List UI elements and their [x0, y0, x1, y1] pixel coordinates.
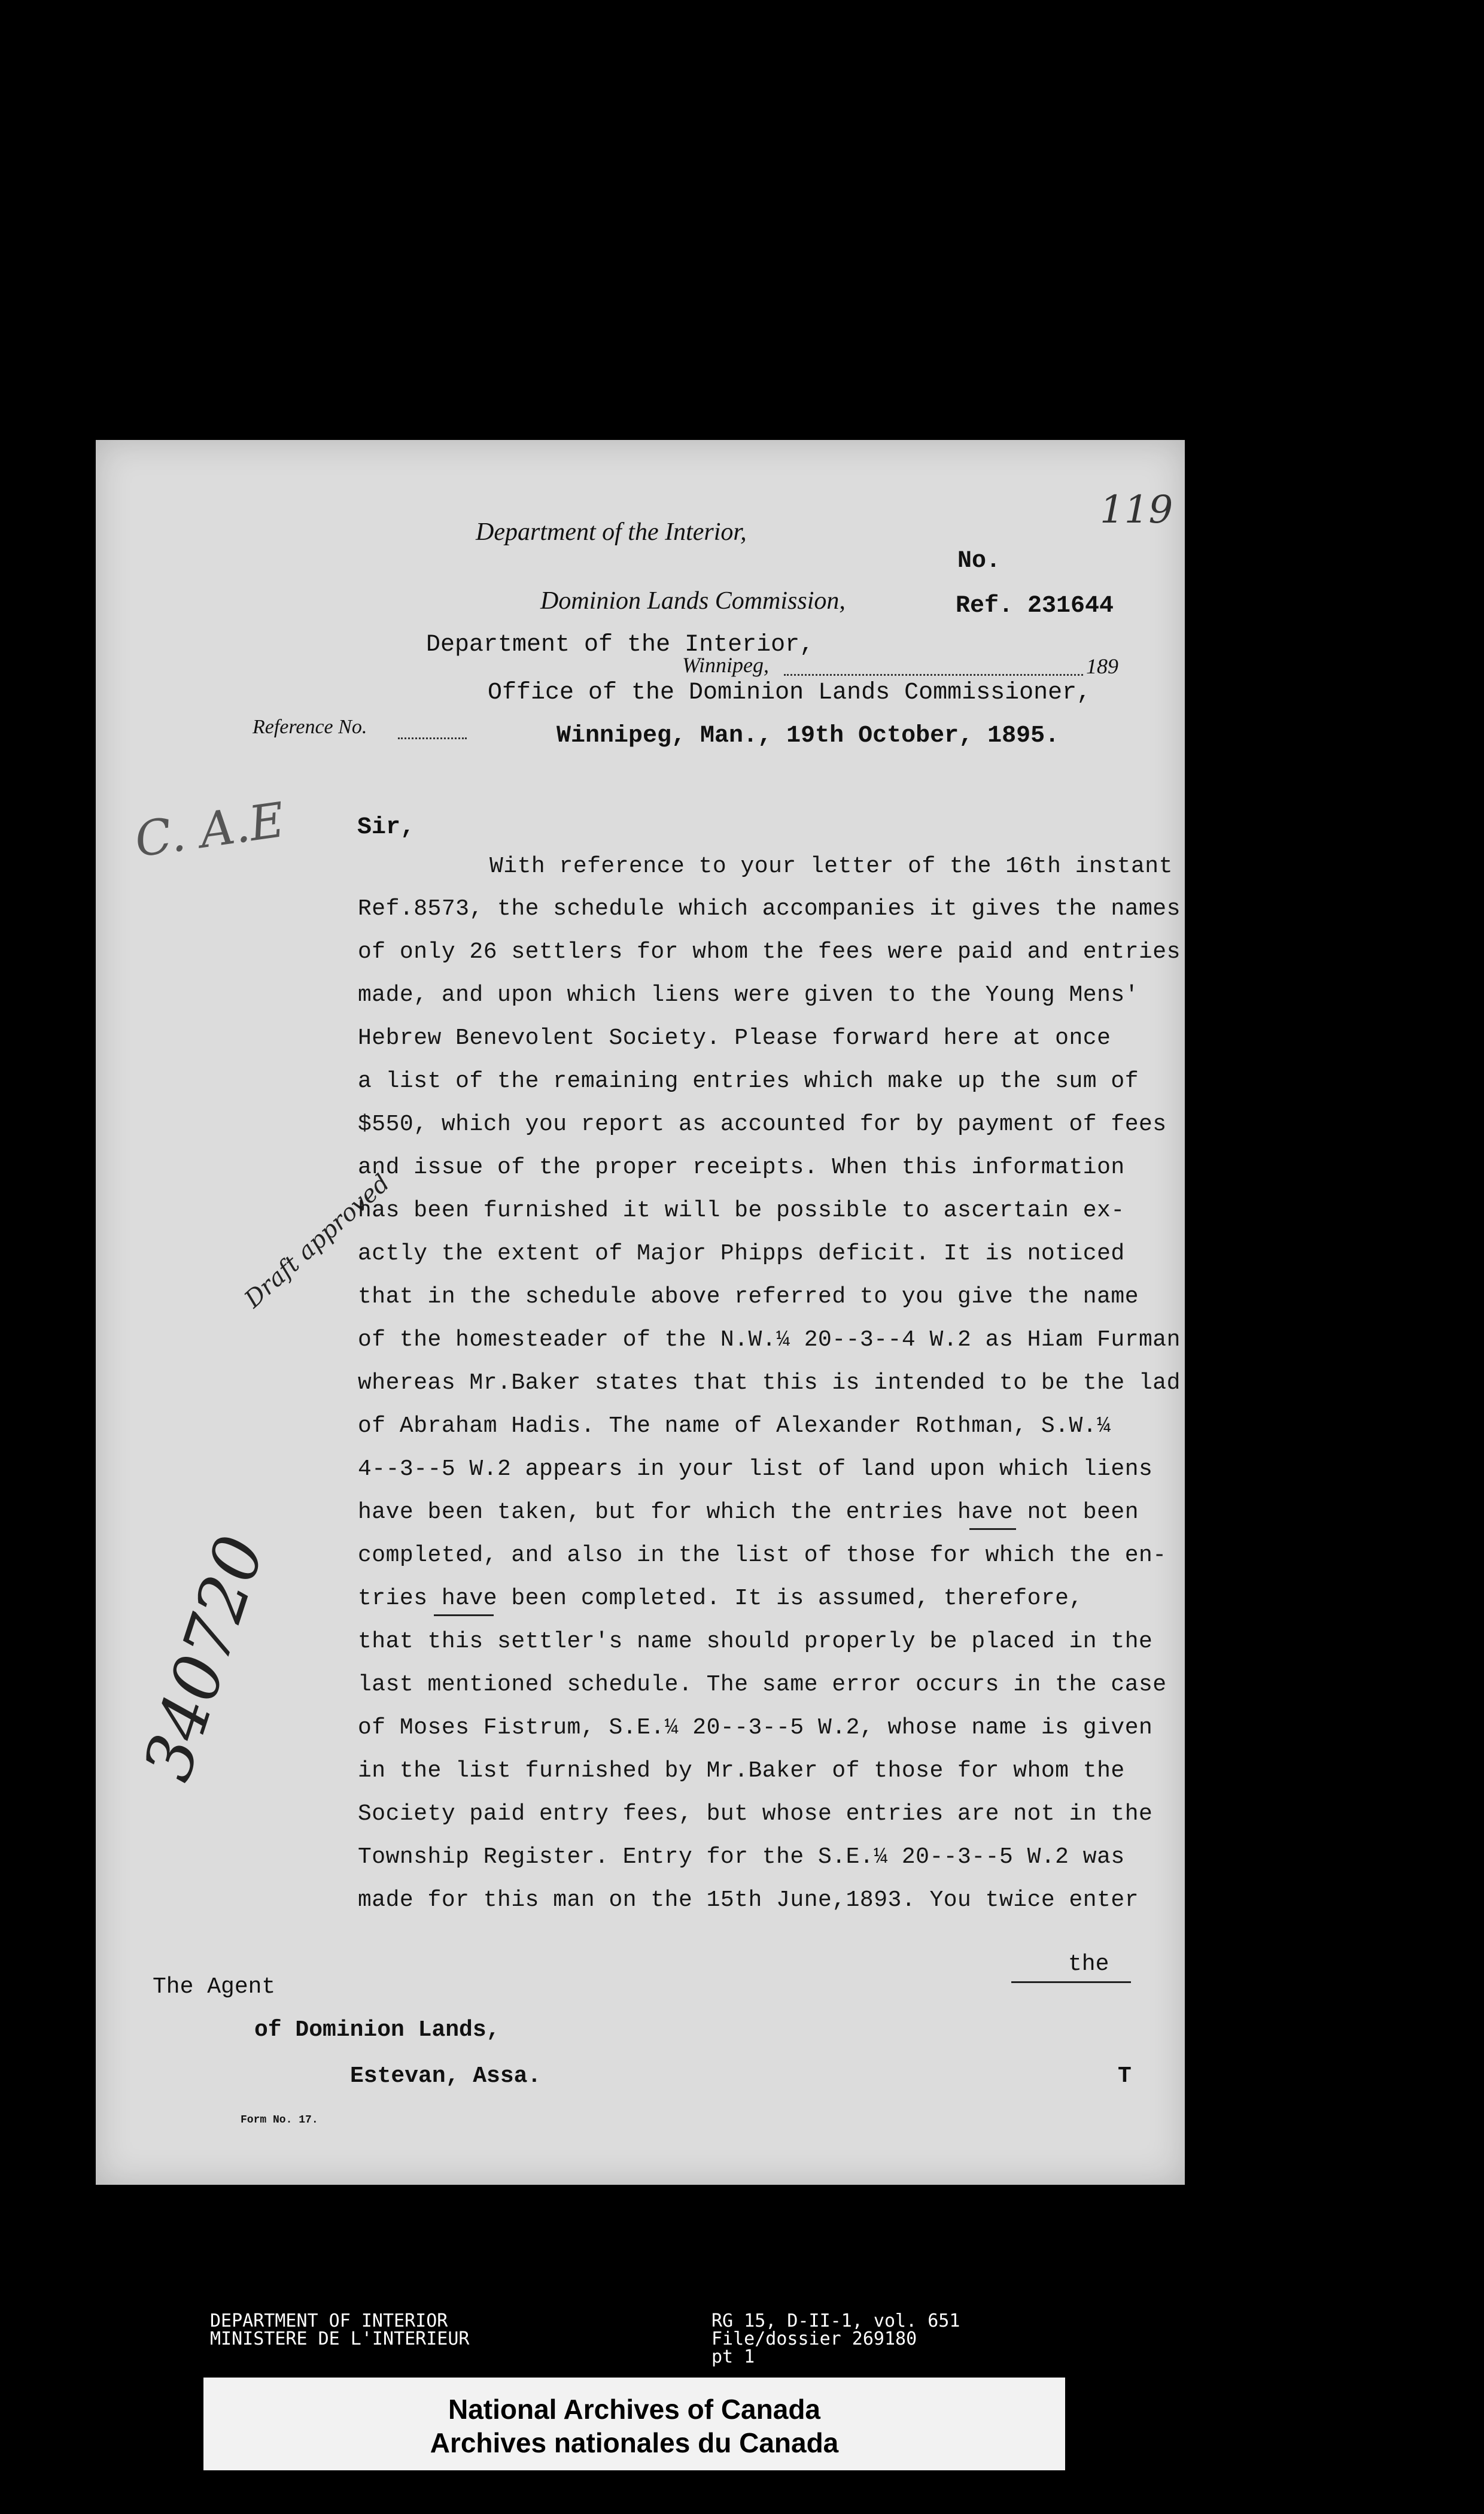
body-line: has been furnished it will be possible to ascertain ex-	[358, 1198, 1125, 1223]
address-line-2: of Dominion Lands,	[254, 2017, 500, 2043]
number-label: No.	[957, 548, 1001, 575]
body-line: of the homesteader of the N.W.¼ 20--3--4 W.2 as Hiam Furman	[358, 1327, 1181, 1353]
reference-number: Ref. 231644	[956, 593, 1114, 620]
salutation: Sir,	[357, 814, 415, 841]
body-line: 4--3--5 W.2 appears in your list of land upon which liens	[358, 1456, 1153, 1482]
body-line: that this settler's name should properly be placed in the	[358, 1629, 1153, 1654]
body-line: and issue of the proper receipts. When this information	[358, 1155, 1125, 1180]
archive-label-right	[709, 2307, 1049, 2383]
body-line: completed, and also in the list of those for which the en-	[358, 1543, 1167, 1568]
address-line-1: The Agent	[153, 1974, 276, 2000]
body-line: Society paid entry fees, but whose entries are not in the	[358, 1801, 1153, 1827]
archive-credit	[203, 2378, 1065, 2470]
body-line: Hebrew Benevolent Society. Please forward here at once	[358, 1025, 1111, 1051]
body-line: whereas Mr.Baker states that this is intended to be the lad	[358, 1370, 1181, 1396]
letterhead-department: Department of the Interior,	[476, 518, 747, 546]
handwritten-file-number: 340720	[129, 1526, 279, 1790]
body-line: made, and upon which liens were given to the Young Mens'	[358, 982, 1139, 1008]
archive-label-left-line-2: MINISTERE DE L'INTERIEUR	[210, 2328, 470, 2349]
body-line: Township Register. Entry for the S.E.¼ 20--3--5 W.2 was	[358, 1844, 1125, 1870]
body-line: that in the schedule above referred to you give the name	[358, 1284, 1139, 1310]
underline-not	[969, 1528, 1016, 1530]
body-line: of Moses Fistrum, S.E.¼ 20--3--5 W.2, whose name is given	[358, 1715, 1153, 1741]
body-line: $550, which you report as accounted for by payment of fees	[358, 1112, 1167, 1137]
archive-label-right-line-3: pt 1	[711, 2346, 755, 2367]
draft-approved-stamp: Draft approved	[239, 1169, 396, 1314]
letterhead-commission: Dominion Lands Commission,	[540, 587, 846, 615]
archive-label-left	[208, 2307, 506, 2362]
body-line: tries have been completed. It is assumed, therefore,	[358, 1586, 1083, 1611]
body-line: have been taken, but for which the entries have not been	[358, 1499, 1139, 1525]
archive-label-right-line-1: RG 15, D-II-1, vol. 651	[711, 2310, 960, 2331]
date-rule	[784, 674, 1083, 676]
body-line: a list of the remaining entries which make up the sum of	[358, 1068, 1139, 1094]
body-line: of only 26 settlers for whom the fees were paid and entries	[358, 939, 1181, 965]
address-line-3: Estevan, Assa.	[350, 2063, 542, 2089]
body-line: last mentioned schedule. The same error occurs in the case	[358, 1672, 1167, 1698]
handwritten-initials: C. A.E	[131, 791, 288, 869]
typed-office: Office of the Dominion Lands Commissioner,	[488, 679, 1091, 706]
archive-label-left-line-1: DEPARTMENT OF INTERIOR	[210, 2310, 448, 2331]
body-line: With reference to your letter of the 16th instant	[489, 854, 1173, 879]
reference-rule	[398, 737, 467, 739]
body-line: Ref.8573, the schedule which accompanies it gives the names	[358, 896, 1181, 922]
archive-credit-french: Archives nationales du Canada	[430, 2427, 839, 2458]
body-line: actly the extent of Major Phipps deficit. It is noticed	[358, 1241, 1125, 1267]
form-number: Form No. 17.	[241, 2114, 318, 2126]
continuation-word: the	[1068, 1951, 1109, 1977]
archive-label-right-line-2: File/dossier 269180	[711, 2328, 917, 2349]
underline-have	[434, 1614, 494, 1616]
body-line: in the list furnished by Mr.Baker of those for whom the	[358, 1758, 1125, 1784]
page-number: 119	[1100, 488, 1173, 532]
date-line: Winnipeg, Man., 19th October, 1895.	[556, 722, 1060, 749]
body-line: of Abraham Hadis. The name of Alexander Rothman, S.W.¼	[358, 1413, 1111, 1439]
typed-department: Department of the Interior,	[426, 631, 814, 658]
reference-label: Reference No.	[253, 716, 367, 738]
printed-city: Winnipeg,	[682, 653, 769, 677]
archive-credit-english: National Archives of Canada	[448, 2394, 820, 2425]
continuation-rule	[1011, 1981, 1131, 1983]
printed-year: 189	[1086, 654, 1118, 678]
body-line: made for this man on the 15th June,1893. You twice enter	[358, 1887, 1139, 1913]
typist-initial: T	[1118, 2063, 1132, 2089]
